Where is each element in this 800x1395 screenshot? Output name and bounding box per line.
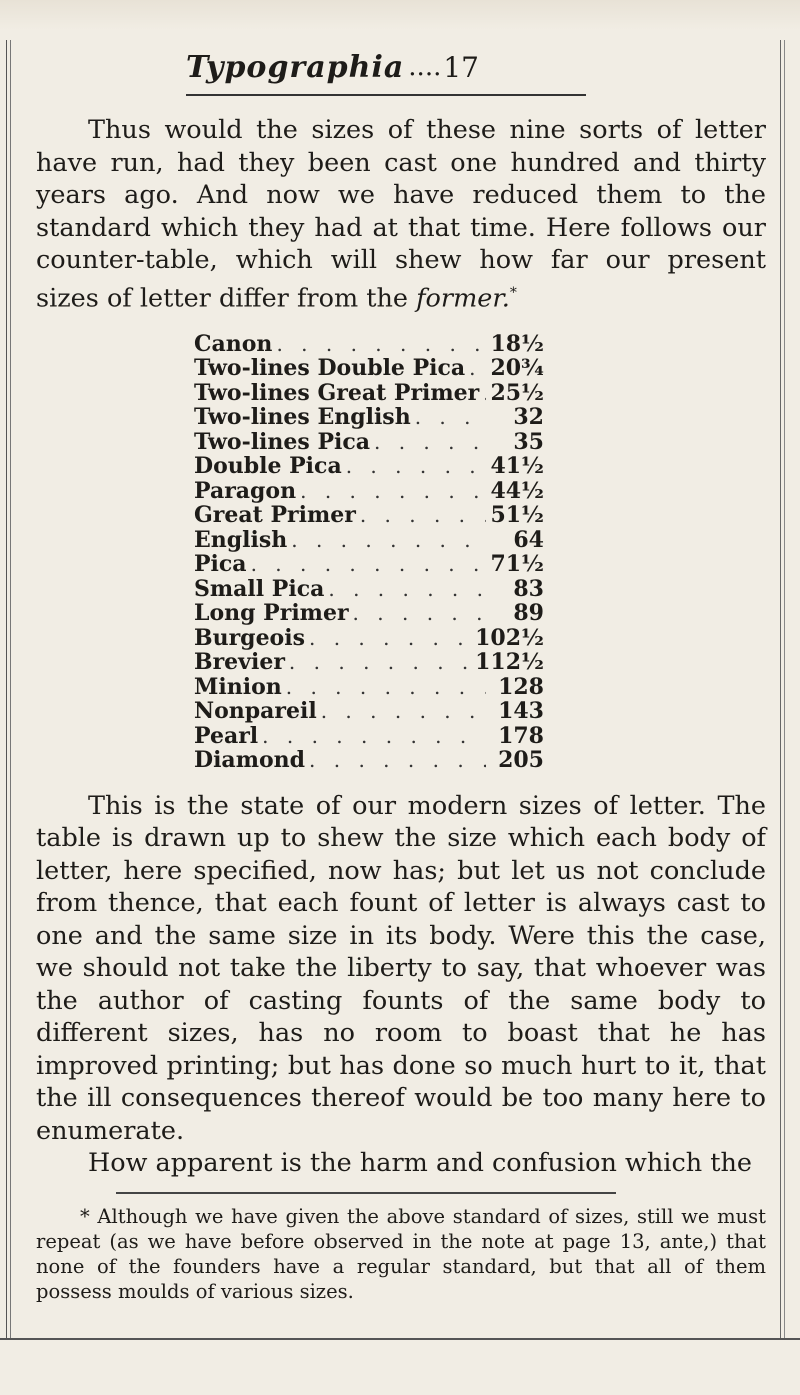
counter-table-row — [194, 478, 544, 503]
dot-leader — [483, 381, 486, 405]
size-name: Long Primer — [194, 600, 349, 626]
dot-leader — [309, 748, 486, 772]
size-value: 205 — [498, 747, 544, 773]
counter-table-row — [194, 355, 544, 380]
counter-table-row — [194, 576, 544, 601]
size-value: 71½ — [490, 551, 544, 577]
size-name: Minion — [194, 673, 282, 700]
size-value: 51½ — [490, 502, 544, 528]
second-paragraph-text: This is the state of our modern sizes of letter. The table is drawn up to shew the size which each body of letter, here specified, now has; but let us not conclude from thence, that each fount of letter is always cast to one and the same size in its body. Were this the case, we should not take the liberty to say, that whoever was the author of casting founts of the same body to different sizes, has no room to boast that he has improved printing; but has done so much hurt to it, that the ill consequences thereof would be too many here to enumerate. — [36, 790, 766, 1146]
size-name: Diamond — [194, 747, 306, 773]
footnote — [36, 1204, 766, 1304]
size-name: Two-lines Double Pica — [194, 355, 466, 381]
size-name: Two-lines Pica — [194, 428, 370, 455]
size-name: Two-lines Great Primer — [194, 379, 480, 406]
counter-table-row — [194, 649, 544, 674]
size-name: English — [194, 526, 288, 553]
size-value: 83 — [513, 575, 544, 602]
counter-table-row — [194, 429, 544, 454]
dot-leader — [309, 626, 471, 650]
running-head-title: Typographia — [186, 49, 405, 85]
size-value: 128 — [498, 673, 544, 700]
size-value: 18½ — [490, 330, 544, 357]
dot-leader — [291, 528, 486, 552]
counter-table-row — [194, 380, 544, 405]
third-paragraph — [36, 1147, 766, 1180]
dot-leader — [300, 479, 486, 503]
dot-leader — [276, 332, 486, 356]
size-name: Brevier — [194, 649, 285, 675]
dot-leader — [346, 454, 486, 478]
running-head — [36, 42, 766, 92]
counter-table-row — [194, 600, 544, 625]
size-value: 89 — [513, 600, 544, 626]
footnote-rule — [116, 1192, 616, 1194]
size-name: Pearl — [194, 722, 259, 749]
footnote-mark: * — [509, 284, 517, 301]
size-name: Pica — [194, 551, 247, 577]
dot-leader — [286, 675, 486, 699]
book-page — [36, 42, 766, 1304]
size-name: Canon — [194, 330, 273, 357]
size-name: Great Primer — [194, 502, 356, 528]
dot-leader — [360, 503, 486, 527]
intro-former: former. — [416, 283, 510, 313]
page-number: 17 — [443, 50, 479, 84]
counter-table-row — [194, 453, 544, 478]
dot-leader — [251, 552, 486, 576]
counter-table-row — [194, 723, 544, 748]
counter-table-row — [194, 551, 544, 576]
size-value: 35 — [513, 428, 544, 455]
page-border-right — [780, 40, 785, 1340]
dot-leader — [289, 650, 471, 674]
counter-table-row — [194, 331, 544, 356]
size-value: 102½ — [475, 624, 544, 651]
third-paragraph-text: How apparent is the harm and confusion which the — [88, 1148, 753, 1178]
counter-table-row — [194, 747, 544, 772]
size-name: Double Pica — [194, 453, 342, 479]
counter-table-row — [194, 674, 544, 699]
size-name: Two-lines English — [194, 404, 411, 430]
size-name: Burgeois — [194, 624, 305, 651]
size-name: Nonpareil — [194, 698, 317, 724]
size-value: 143 — [498, 698, 544, 724]
scan-edge — [0, 0, 800, 30]
counter-table — [194, 331, 544, 772]
size-value: 32 — [513, 404, 544, 430]
size-value: 112½ — [475, 649, 544, 675]
intro-text: Thus would the sizes of these nine sorts of letter have run, had they been cast one hundred and thirty years ago. And now we have reduced them to the standard which they had at that time. Here follows our counter-table, which will shew how far our present sizes of letter differ from the — [36, 115, 766, 313]
dot-leader — [415, 405, 486, 429]
dot-leader — [374, 430, 486, 454]
size-value: 25½ — [490, 379, 544, 406]
page-border-left — [6, 40, 11, 1340]
counter-table-row — [194, 698, 544, 723]
footnote-text: * Although we have given the above standard of sizes, still we must repeat (as we have before observed in the note at page 13, ante,) that none of the founders have a regular standard, but that all of them possess moulds of various sizes. — [36, 1204, 766, 1303]
page-border-bottom — [0, 1338, 800, 1340]
dot-leader — [353, 601, 486, 625]
counter-table-row — [194, 404, 544, 429]
counter-table-row — [194, 502, 544, 527]
size-value: 178 — [498, 722, 544, 749]
size-value: 20¾ — [490, 355, 544, 381]
size-value: 41½ — [490, 453, 544, 479]
size-name: Paragon — [194, 477, 297, 504]
size-name: Small Pica — [194, 575, 325, 602]
counter-table-row — [194, 527, 544, 552]
counter-table-row — [194, 625, 544, 650]
dot-leader — [321, 699, 486, 723]
intro-paragraph — [36, 114, 766, 315]
dot-leader — [262, 724, 486, 748]
second-paragraph — [36, 790, 766, 1148]
head-rule — [186, 94, 586, 96]
dot-leader — [328, 577, 486, 601]
running-head-dots: .... — [408, 52, 442, 82]
size-value: 44½ — [490, 477, 544, 504]
size-value: 64 — [513, 526, 544, 553]
dot-leader — [469, 356, 486, 380]
